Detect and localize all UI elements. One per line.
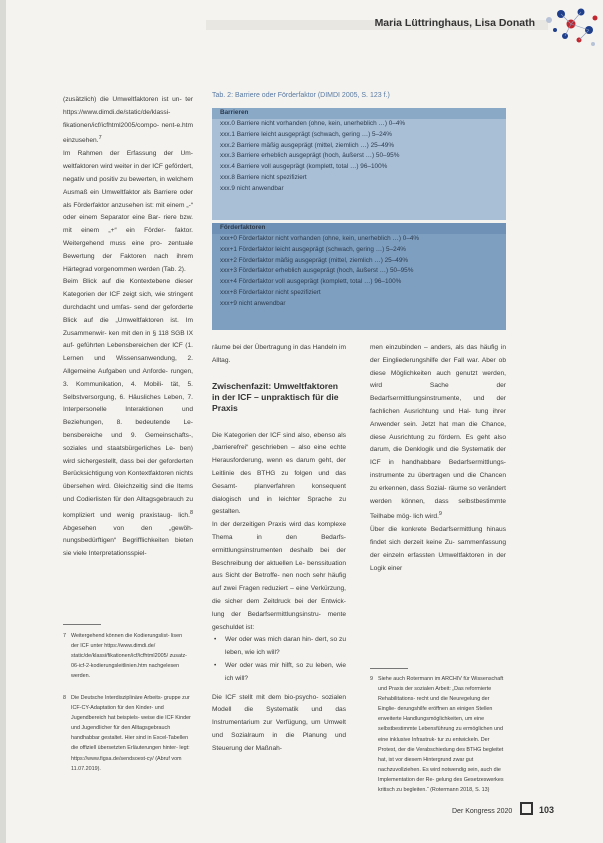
table-section-barriers xyxy=(212,108,506,220)
bullet-icon: • xyxy=(214,636,217,644)
table-row: xxx+9 nicht anwendbar xyxy=(220,299,286,307)
col2-paragraph-3: In der derzeitigen Praxis wird das komplexe Thema in den Bedarfs- ermittlungsinstrumenten deshalb bei der Beschreibung der aktuellen Le- benssituation aus Sicht der Betroffe- nen noch sehr häufig auf zwei Fragen reduziert – eine Verkürzung, die sicher dem Zeitdruck bei der Entwick- lung der Bedarfsermittlungsinstru- mente geschuldet ist: xyxy=(212,521,346,631)
footnote-7: 7 Weitergehend können die Kodierungslist- lisen der ICF unter https://www.dimdi.de/ static/de/klassi/fikationen/icf/icfhtml2005/ zusatz-06-icf-2-kodierungsleitlinien.htm nachgelesen werden. xyxy=(63,633,187,680)
column-right xyxy=(370,342,506,576)
table-row: xxx+3 Förderfaktor erheblich ausgeprägt (hoch, äußerst …) 50–95% xyxy=(220,267,414,275)
decorative-dots-graphic xyxy=(543,0,603,60)
table-row: xxx+8 Förderfaktor nicht spezifiziert xyxy=(220,288,321,296)
table-row: xxx.2 Barriere mäßig ausgeprägt (mittel, ziemlich …) 25–49% xyxy=(220,141,395,149)
table-row: xxx+0 Förderfaktor nicht vorhanden (ohne, kein, unerheblich …) 0–4% xyxy=(220,235,420,242)
footnote-8: 8 Die Deutsche Interdisziplinäre Arbeits- gruppe zur ICF-CY-Adaptation für den Kinder- und Jugendbereich hat beispiels- weise die ICF Kinder und Jugendlicher für den Alltagsgebrauch handhabbar gestaltet. Hier sind in Excel-Tabellen die offiziell übersetzten Erläuterungen hinter- legt: https://www.figsa.de/sendsoest-cy/ (Abruf vom 11.07.2019). xyxy=(63,695,191,772)
table-row: xxx.1 Barriere leicht ausgeprägt (schwach, gering …) 5–24% xyxy=(220,130,392,138)
column-left xyxy=(63,94,193,561)
table-section-title: Förderfaktoren xyxy=(212,223,506,234)
table-section-facilitators xyxy=(212,223,506,330)
footnote-divider xyxy=(63,624,101,625)
bullet-icon: • xyxy=(214,661,217,669)
footnote-divider xyxy=(370,668,408,669)
col2-paragraph-1: räume bei der Übertragung in das Handeln im Alltag. xyxy=(212,344,346,364)
table-row: xxx+2 Förderfaktor mäßig ausgeprägt (mittel, ziemlich …) 25–49% xyxy=(220,256,409,264)
column-middle xyxy=(212,342,346,756)
footnote-9: 9 Siehe auch Rotermann im ARCHIV für Wissenschaft und Praxis der sozialen Arbeit: „Das reformierte Rehabilitations- recht und die Neuregelung der Einglie- derungshilfe eröffnen an einigen Stellen erweiterte Handlungsmöglichkeiten, um eine selbstbestimmte Lebensführung zu ermöglichen und eine inklusive Infrastruk- tur zu entwickeln. Der Protest, der die Verabschiedung des BTHG begleitet hat, ist vor diesem Hintergrund zwar gut nachzuvollziehen. Es wird notwendig sein, auch die Implementation der Re- gelung des Gesetzeswerkes kritisch zu begleiten.“ (Rotermann 2018, S. 13) xyxy=(370,676,504,794)
table-row: xxx.4 Barriere voll ausgeprägt (komplett, total …) 96–100% xyxy=(220,163,388,171)
table-row: xxx.0 Barriere nicht vorhanden (ohne, kein, unerheblich …) 0–4% xyxy=(220,120,406,127)
page xyxy=(6,0,603,843)
bullet-item: • Wer oder was mich daran hin- dert, so zu leben, wie ich will? xyxy=(214,636,346,657)
col3-paragraph-2: Über die konkrete Bedarfsermittlung hinaus findet sich derzeit keine Zu- sammenfassung der einzeln erfassten Umweltfaktoren in der Logik einer xyxy=(370,526,506,572)
table-row: xxx.3 Barriere erheblich ausgeprägt (hoch, äußerst …) 50–95% xyxy=(220,152,400,160)
page-number: 103 xyxy=(539,805,555,815)
table-row: xxx.9 nicht anwendbar xyxy=(220,184,284,192)
footer-journal: Der Kongress 2020 xyxy=(452,808,513,815)
col1-paragraph-1: (zusätzlich) die Umweltfaktoren ist un- ter https://www.dimdi.de/static/de/klassi- fikationen/icf/icfhtml2005/compo- nent-e.htm einzusehen.$^7$ xyxy=(63,96,193,145)
bullet-item: • Wer oder was mir hilft, so zu leben, wie ich will? xyxy=(214,661,346,682)
col2-paragraph-4: Die ICF stellt mit dem bio-psycho- sozialen Modell die Systematik und das Instrumentarium zur Verfügung, um Umwelt und Sozialraum in die Planung und Steuerung der Maßnah- xyxy=(212,693,346,752)
journal-logo-icon xyxy=(520,802,533,815)
table-barriers-facilitators xyxy=(212,108,506,330)
table-section-title: Barrieren xyxy=(212,108,506,119)
col1-paragraph-3: Beim Blick auf die Kontextebene dieser Kategorien der ICF zeigt sich, wie stringent durchdacht und umfas- send der geforderte Blick auf die „Umweltfaktoren ist. Im Zusammenwir- ken mit den in § 118 SGB IX auf- geführten Lebensbereichen der ICF (1. Lernen und Wissensanwendung, 2. Allgemeine Aufgaben und Anforde- rungen, 3. Kommunikation, 4. Mobili- tät, 5. Selbstversorgung, 6. Häusliches Leben, 7. Interpersonelle Interaktionen und Beziehungen, 8. bedeutende Le- bensbereiche und 9. Gemeinschafts-, soziales und staatsbürgerliches Le- ben) wird sichergestellt, dass bei der geforderten Berücksichtigung von Kontextfaktoren nichts übersehen wird. Gleichzeitig sind die Items und Codierlisten für den Alltagsgebrauch zu kompliziert und wenig praxistaug- lich.$^8$ Abgesehen von den „gewöh- nungsbedürftigen“ Begrifflichkeiten bieten sie viele Interpretationsspiel- xyxy=(63,278,193,558)
section-heading: Zwischenfazit: Umweltfaktoren in der ICF – unpraktisch für die Praxis xyxy=(212,380,339,413)
table-caption: Tab. 2: Barriere oder Förderfaktor (DIMDI 2005, S. 123 f.) xyxy=(212,92,390,99)
table-row: xxx+4 Förderfaktor voll ausgeprägt (komplett, total …) 96–100% xyxy=(220,278,402,286)
table-row: xxx+1 Förderfaktor leicht ausgeprägt (schwach, gering …) 5–24% xyxy=(220,245,406,253)
col1-paragraph-2: Im Rahmen der Erfassung der Um- weltfaktoren wird weiter in der ICF gefördert, negativ und positiv zu bewerten, in welchem Ausmaß ein Umweltfaktor als Barriere oder als Förderfaktor anzusehen ist: mit einem „-“ oder einem Separator eine Bar- riere bzw. mit einem „+“ ein Förder- faktor. Weitergehend muss eine pro- zentuale Bewertung der Faktoren nach ihrem Härtegrad vorgenommen werden (Tab. 2). xyxy=(63,150,193,273)
col2-paragraph-2: Die Kategorien der ICF sind also, ebenso als „barrierefrei“ geschrieben – also eine echte Herausforderung, wenn es darum geht, der Leitlinie des BTHG zu folgen und das Gesamt- planverfahren konsequent dialogisch und in leichter Sprache zu gestalten. xyxy=(212,431,346,516)
table-row: xxx.8 Barriere nicht spezifiziert xyxy=(220,173,307,181)
header-authors: Maria Lüttringhaus, Lisa Donath xyxy=(374,17,535,29)
col3-paragraph-1: men einzubinden – anders, als das häufig in der Eingliederungshilfe der Fall war. Aber ob diese Möglichkeiten auch genutzt werden, wird Sache der Bedarfsermittlungsinstrumente, und der fachlichen Ausrichtung und Hal- tung ihrer Anwender sein. Jetzt hat man die Chance, diese Ausrichtung zu fördern. Es geht also darum, die Denklogik und die Systematik der ICF in handhabbare Bedarfsermittlungs- instrumente zu übertragen und die Chancen zu erkennen, dass Sozial- räume so verändert werden können, dass selbstbestimmte Teilhabe mög- lich wird.$^9$ xyxy=(370,344,506,521)
